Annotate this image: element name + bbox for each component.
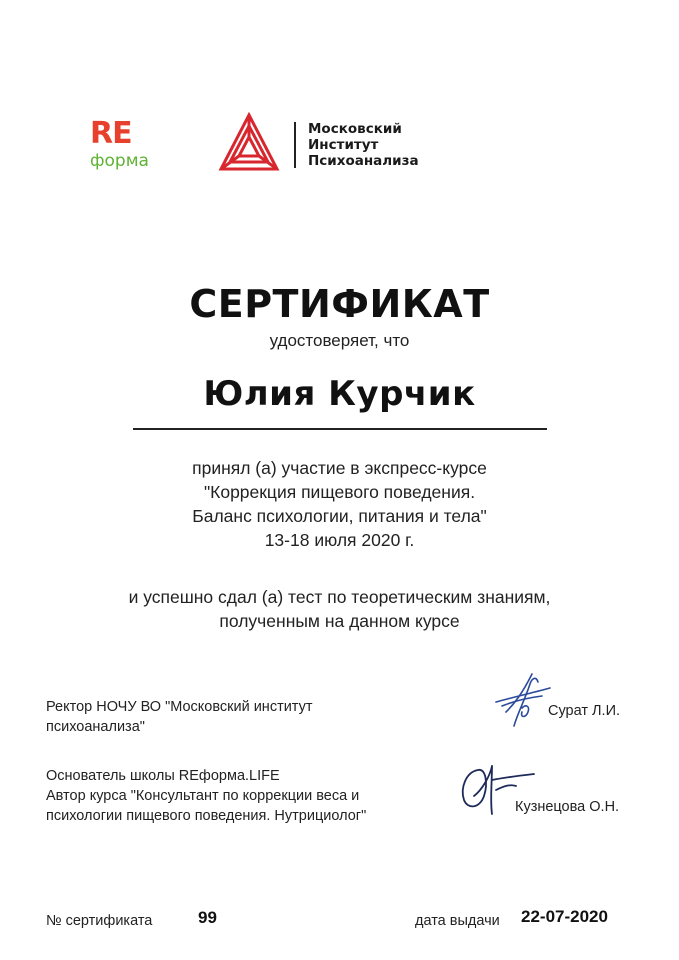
- recipient-name: Юлия Курчик: [203, 374, 476, 414]
- course-line: 13-18 июля 2020 г.: [264, 530, 415, 550]
- role-line: психологии пищевого поведения. Нутрициолог": [46, 808, 367, 824]
- reforma-logo-re: RE: [90, 116, 132, 151]
- role-line: психоанализа": [46, 719, 145, 735]
- course-line: Баланс психологии, питания и тела": [192, 506, 487, 526]
- course-line: "Коррекция пищевого поведения.: [203, 482, 476, 502]
- institute-name-line2: Институт: [308, 137, 379, 153]
- course-description: [0, 456, 679, 552]
- role-line: Автор курса "Консультант по коррекции веса и: [46, 788, 360, 804]
- reforma-logo-forma: форма: [90, 151, 149, 171]
- signatory-1-role: [46, 697, 313, 737]
- result-line: полученным на данном курсе: [219, 611, 460, 631]
- institute-name-line1: Московский: [308, 121, 402, 137]
- logo-divider: [294, 122, 296, 168]
- result-description: [0, 585, 679, 633]
- certificate-number: 99: [198, 908, 217, 927]
- issue-date-label: дата выдачи: [415, 913, 500, 929]
- role-line: Ректор НОЧУ ВО "Московский институт: [46, 699, 313, 715]
- institute-name-line3: Психоанализа: [308, 153, 419, 169]
- recipient-underline: [133, 428, 547, 430]
- role-line: Основатель школы REформа.LIFE: [46, 768, 280, 784]
- issue-date: 22-07-2020: [521, 907, 608, 926]
- signatory-2-name: Кузнецова О.Н.: [515, 799, 620, 815]
- certificate-subtitle: удостоверяет, что: [269, 331, 410, 350]
- institute-triangle-icon: [218, 112, 280, 174]
- course-line: принял (а) участие в экспресс-курсе: [192, 458, 487, 478]
- signature-1-icon: [492, 668, 554, 730]
- result-line: и успешно сдал (а) тест по теоретическим знаниям,: [128, 587, 551, 607]
- reforma-logo: [90, 118, 170, 174]
- certificate-title: СЕРТИФИКАТ: [189, 282, 490, 326]
- signatory-2-role: [46, 766, 366, 826]
- certificate-number-label: № сертификата: [46, 913, 153, 929]
- institute-name: [308, 121, 419, 169]
- signatory-1-name: Сурат Л.И.: [548, 703, 621, 719]
